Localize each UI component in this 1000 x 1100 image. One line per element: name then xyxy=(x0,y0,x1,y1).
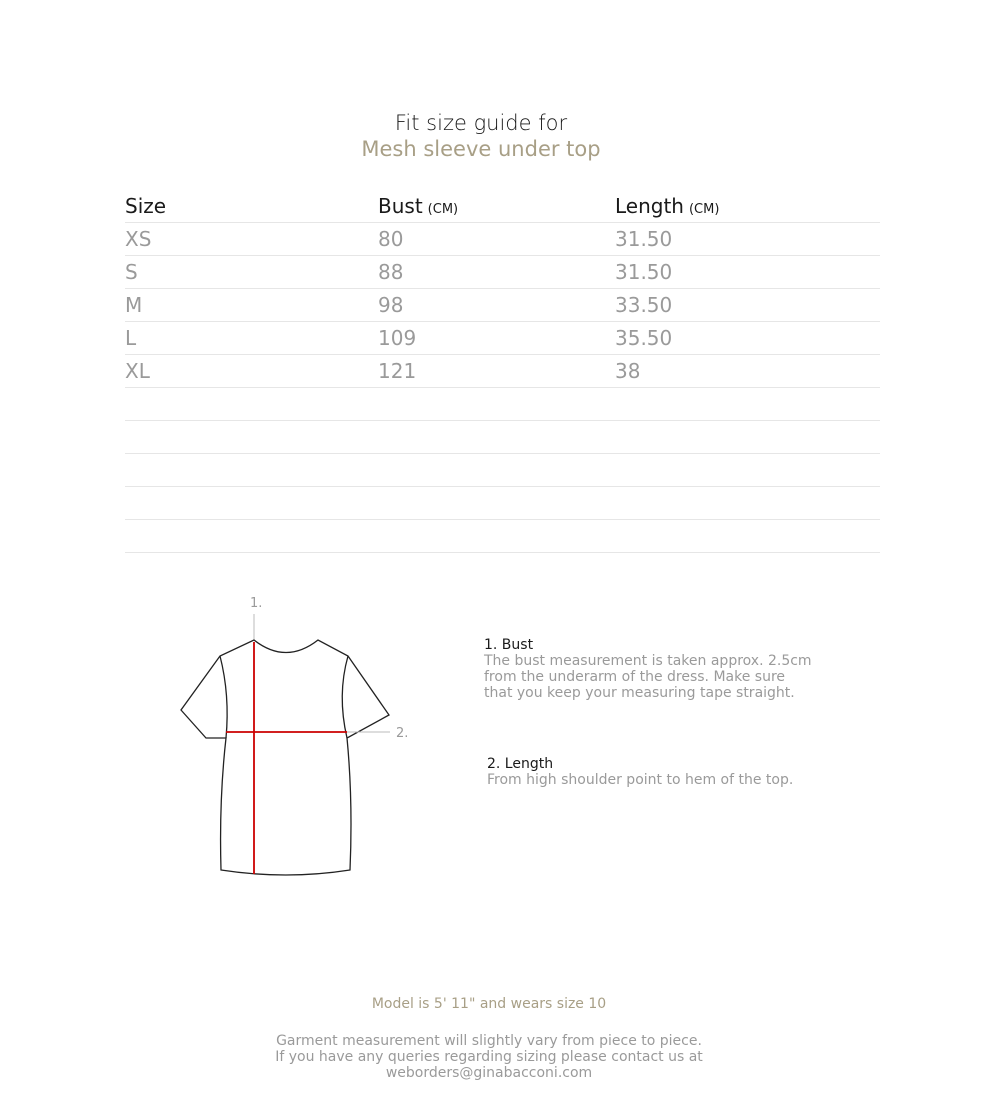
measurement-diagram xyxy=(175,590,425,890)
table-row-empty xyxy=(125,487,880,520)
cell-bust: 109 xyxy=(378,326,417,350)
cell-length: 35.50 xyxy=(615,326,673,350)
note-length-line: From high shoulder point to hem of the top. xyxy=(487,772,794,788)
tshirt-illustration xyxy=(175,590,425,890)
contact-email: weborders@ginabacconi.com xyxy=(385,1065,593,1081)
cell-bust: 88 xyxy=(378,260,404,284)
cell-length: 38 xyxy=(615,359,641,383)
marker-1-label: 1. xyxy=(250,596,263,611)
cell-size: S xyxy=(125,260,138,284)
table-row xyxy=(125,355,880,388)
cell-size: L xyxy=(125,326,137,350)
footer-line: Garment measurement will slightly vary from piece to piece. xyxy=(276,1033,702,1049)
cell-length: 31.50 xyxy=(615,227,673,251)
note-bust-line: The bust measurement is taken approx. 2.5cm xyxy=(484,653,812,669)
note-bust-line: from the underarm of the dress. Make sure xyxy=(484,669,785,685)
table-row-empty xyxy=(125,520,880,553)
right-armhole xyxy=(342,656,348,738)
header-bust: Bust (CM) xyxy=(378,194,459,218)
header-length: Length (CM) xyxy=(615,194,720,218)
note-bust-title: 1. Bust xyxy=(484,637,534,653)
note-bust-line: that you keep your measuring tape straight. xyxy=(484,685,795,701)
model-note: Model is 5' 11" and wears size 10 xyxy=(371,996,607,1012)
table-header-row xyxy=(125,188,880,223)
cell-length: 31.50 xyxy=(615,260,673,284)
note-length xyxy=(487,756,844,788)
table-row xyxy=(125,256,880,289)
table-row xyxy=(125,322,880,355)
cell-bust: 98 xyxy=(378,293,404,317)
note-length-title: 2. Length xyxy=(487,756,554,772)
size-table xyxy=(125,188,880,553)
cell-size: XL xyxy=(125,359,150,383)
header-bust-unit: (CM) xyxy=(427,202,459,217)
note-bust xyxy=(484,637,844,701)
header-length-unit: (CM) xyxy=(688,202,720,217)
marker-2-label: 2. xyxy=(396,726,409,741)
measurement-notes xyxy=(484,637,844,788)
table-row-empty xyxy=(125,421,880,454)
cell-size: M xyxy=(125,293,143,317)
footer-line: If you have any queries regarding sizing please contact us at xyxy=(275,1049,703,1065)
cell-length: 33.50 xyxy=(615,293,673,317)
title-line-1: Fit size guide for xyxy=(394,111,568,135)
table-row xyxy=(125,223,880,256)
product-name: Mesh sleeve under top xyxy=(361,137,601,161)
cell-bust: 121 xyxy=(378,359,417,383)
table-row-empty xyxy=(125,454,880,487)
cell-size: XS xyxy=(125,227,152,251)
page-title xyxy=(0,110,962,162)
table-row-empty xyxy=(125,388,880,421)
header-size: Size xyxy=(125,194,167,218)
tshirt-outline xyxy=(181,640,389,875)
footer-disclaimer xyxy=(0,1033,978,1081)
cell-bust: 80 xyxy=(378,227,404,251)
left-armhole xyxy=(220,656,227,738)
table-row xyxy=(125,289,880,322)
